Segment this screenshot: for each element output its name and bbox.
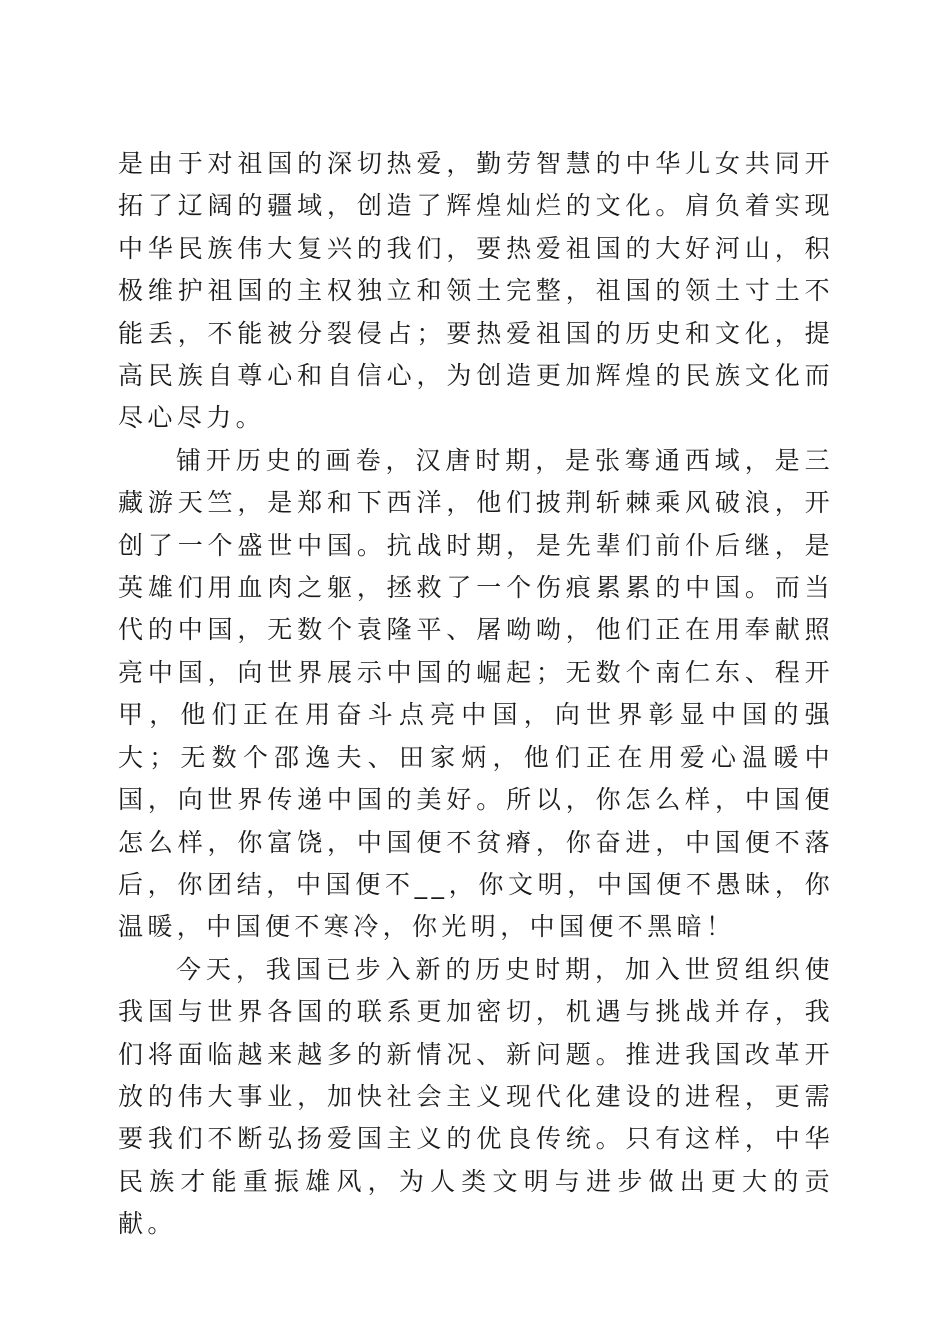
paragraph-today: 今天，我国已步入新的历史时期，加入世贸组织使我国与世界各国的联系更加密切，机遇与挑战并存，我们将面临越来越多的新情况、新问题。推进我国改革开放的伟大事业，加快社会主义现代化建设的进程，更需要我们不断弘扬爱国主义的优良传统。只有这样，中华民族才能重振雄风，为人类文明与进步做出更大的贡献。 — [118, 954, 834, 1239]
paragraph-continuation: 是由于对祖国的深切热爱，勤劳智慧的中华儿女共同开拓了辽阔的疆域，创造了辉煌灿烂的文化。肩负着实现中华民族伟大复兴的我们，要热爱祖国的大好河山，积极维护祖国的主权独立和领土完整，祖国的领土寸土不能丢，不能被分裂侵占；要热爱祖国的历史和文化，提高民族自尊心和自信心，为创造更加辉煌的民族文化而尽心尽力。 — [118, 149, 834, 433]
paragraph-history: 铺开历史的画卷，汉唐时期，是张骞通西域，是三藏游天竺，是郑和下西洋，他们披荆斩棘乘风破浪，开创了一个盛世中国。抗战时期，是先辈们前仆后继，是英雄们用血肉之躯，拯救了一个伤痕累累的中国。而当代的中国，无数个袁隆平、屠呦呦，他们正在用奉献照亮中国，向世界展示中国的崛起；无数个南仁东、程开甲，他们正在用奋斗点亮中国，向世界彰显中国的强大；无数个邵逸夫、田家炳，他们正在用爱心温暖中国，向世界传递中国的美好。所以，你怎么样，中国便怎么样，你富饶，中国便不贫瘠，你奋进，中国便不落后，你团结，中国便不__，你文明，中国便不愚昧，你温暖，中国便不寒冷，你光明，中国便不黑暗！ — [118, 445, 834, 942]
document-body — [118, 143, 834, 1246]
